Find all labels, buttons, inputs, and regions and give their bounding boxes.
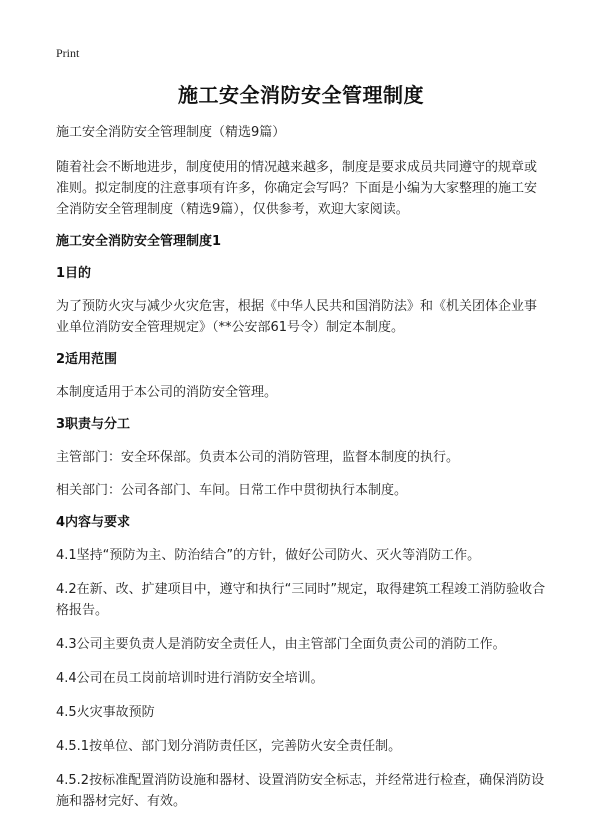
list-item: 4.5.1按单位、部门划分消防责任区，完善防火安全责任制。 xyxy=(56,739,402,754)
heading-purpose: 1目的 xyxy=(56,266,92,281)
list-item: 4.5.2按标准配置消防设施和器材、设置消防安全标志，并经常进行检查，确保消防设施和器材完好、有效。 xyxy=(56,773,545,809)
paragraph-related-departments: 相关部门：公司各部门、车间。日常工作中贯彻执行本制度。 xyxy=(56,483,408,498)
list-item: 4.5火灾事故预防 xyxy=(56,705,155,720)
heading-responsibilities: 3职责与分工 xyxy=(56,417,131,432)
list-item: 4.1坚持“预防为主、防治结合”的方针，做好公司防火、灭火等消防工作。 xyxy=(56,548,481,563)
paragraph-purpose: 为了预防火灾与减少火灾危害，根据《中华人民共和国消防法》和《机关团体企业事业单位消防安全管理规定》（**公安部61号令）制定本制度。 xyxy=(56,299,538,335)
print-link[interactable]: Print xyxy=(56,46,80,60)
section-title: 施工安全消防安全管理制度1 xyxy=(56,234,222,249)
list-item: 4.4公司在员工岗前培训时进行消防安全培训。 xyxy=(56,671,324,686)
heading-scope: 2适用范围 xyxy=(56,352,118,367)
paragraph-main-department: 主管部门：安全环保部。负责本公司的消防管理，监督本制度的执行。 xyxy=(56,450,460,465)
paragraph-scope: 本制度适用于本公司的消防安全管理。 xyxy=(56,385,278,400)
list-item: 4.2在新、改、扩建项目中，遵守和执行“三同时”规定，取得建筑工程竣工消防验收合格报告。 xyxy=(56,582,546,618)
document-subtitle: 施工安全消防安全管理制度（精选9篇） xyxy=(56,125,286,140)
heading-content-requirements: 4内容与要求 xyxy=(56,515,131,530)
list-item: 4.3公司主要负责人是消防安全责任人，由主管部门全面负责公司的消防工作。 xyxy=(56,637,506,652)
intro-paragraph: 随着社会不断地进步，制度使用的情况越来越多，制度是要求成员共同遵守的规章或准则。拟定制度的注意事项有许多，你确定会写吗？下面是小编为大家整理的施工安全消防安全管理制度（精选9篇），仅供参考，欢迎大家阅读。 xyxy=(56,160,538,217)
page-title: 施工安全消防安全管理制度 xyxy=(178,83,424,107)
